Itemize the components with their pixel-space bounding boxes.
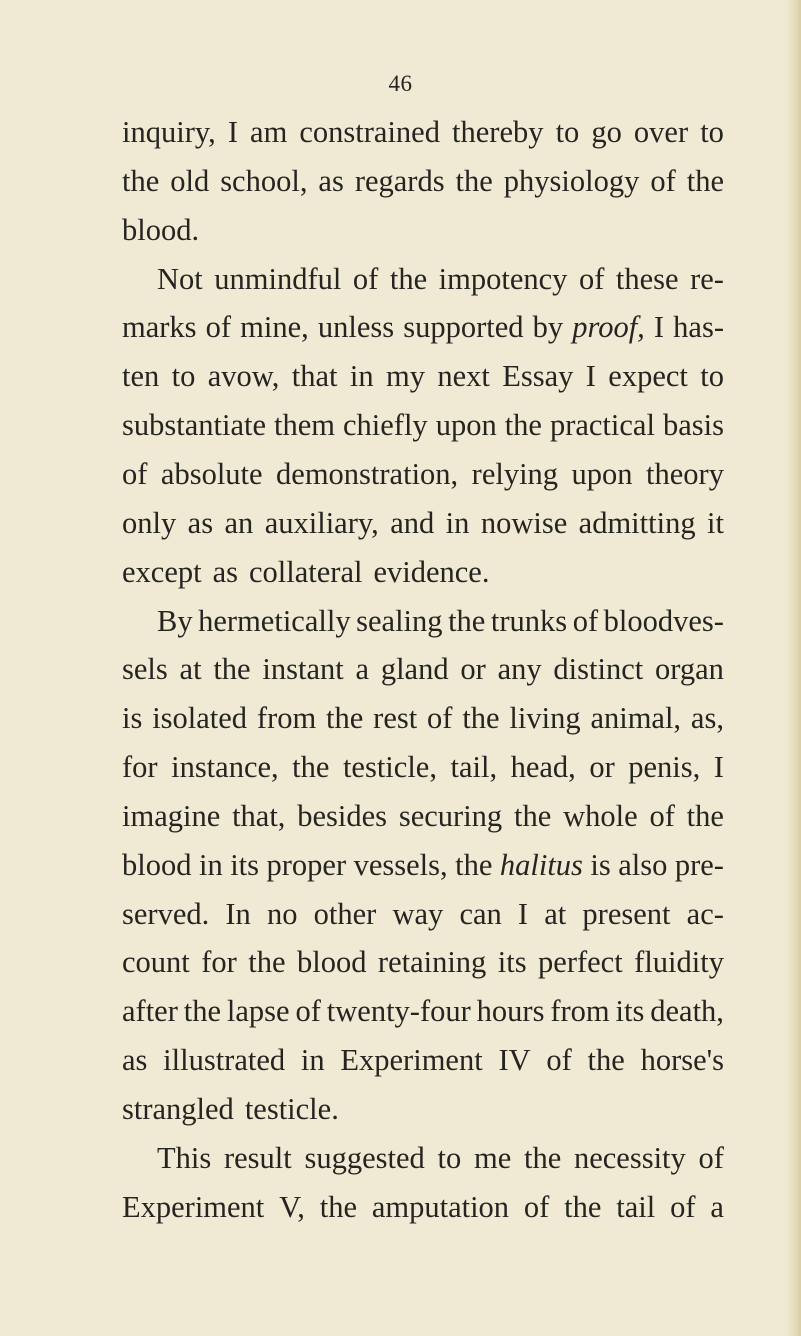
word: sels bbox=[122, 652, 168, 686]
word: relying bbox=[471, 457, 559, 491]
word: inquiry, bbox=[122, 115, 216, 149]
word: halitus bbox=[499, 848, 583, 882]
word: that bbox=[291, 359, 338, 393]
text-line-22 bbox=[157, 1139, 724, 1177]
text-line-7 bbox=[122, 406, 724, 444]
page-edge-shadow bbox=[787, 0, 801, 1336]
word: ac- bbox=[686, 897, 724, 931]
text-line-1 bbox=[122, 113, 724, 151]
word: the bbox=[462, 701, 500, 735]
word: of bbox=[572, 604, 599, 638]
word: whole bbox=[563, 799, 638, 833]
word: any bbox=[497, 652, 542, 686]
word: proof, bbox=[572, 310, 645, 344]
word: the bbox=[587, 1043, 625, 1077]
word: to bbox=[700, 115, 724, 149]
word: tail bbox=[616, 1190, 656, 1224]
word: as bbox=[122, 1043, 148, 1077]
text-line-6 bbox=[122, 357, 724, 395]
word: a bbox=[710, 1190, 724, 1224]
word: distinct bbox=[553, 652, 644, 686]
word: these bbox=[615, 262, 679, 296]
word: to bbox=[437, 1141, 462, 1175]
word: sealing bbox=[356, 604, 443, 638]
word: of bbox=[698, 1141, 724, 1175]
text-line-4 bbox=[157, 260, 724, 298]
word: way bbox=[392, 897, 444, 931]
word: isolated bbox=[152, 701, 248, 735]
text-line-3 bbox=[122, 211, 724, 249]
word: of bbox=[122, 457, 148, 491]
text-line-16 bbox=[122, 846, 724, 884]
word: besides bbox=[297, 799, 388, 833]
word: auxiliary, bbox=[264, 506, 379, 540]
word: its bbox=[615, 994, 645, 1028]
word: blood. bbox=[122, 213, 200, 247]
word: me bbox=[473, 1141, 512, 1175]
word: also bbox=[618, 848, 668, 882]
word: retaining bbox=[377, 945, 487, 979]
word: present bbox=[582, 897, 671, 931]
word: unmindful bbox=[214, 262, 342, 296]
text-line-8 bbox=[122, 455, 724, 493]
word: V, bbox=[279, 1190, 305, 1224]
word: I bbox=[227, 115, 238, 149]
word: hours bbox=[476, 994, 545, 1028]
word: horse's bbox=[640, 1043, 724, 1077]
word: twenty-four bbox=[326, 994, 471, 1028]
word: bloodves- bbox=[603, 604, 724, 638]
word: mine, bbox=[240, 310, 309, 344]
word: only bbox=[122, 506, 177, 540]
word: in bbox=[198, 848, 223, 882]
word: count bbox=[122, 945, 190, 979]
word: chiefly bbox=[343, 408, 428, 442]
word: old bbox=[170, 164, 210, 198]
word: as bbox=[212, 555, 239, 589]
word: to bbox=[171, 359, 196, 393]
word: Experiment bbox=[122, 1190, 265, 1224]
word: avow, bbox=[207, 359, 280, 393]
word: fluidity bbox=[634, 945, 724, 979]
word: am bbox=[250, 115, 288, 149]
word: served. bbox=[122, 897, 210, 931]
word: I bbox=[653, 310, 665, 344]
word: Essay bbox=[502, 359, 574, 393]
word: upon bbox=[435, 408, 497, 442]
word: marks bbox=[122, 310, 197, 344]
text-line-23 bbox=[122, 1188, 724, 1226]
word: impotency bbox=[438, 262, 568, 296]
text-line-17 bbox=[122, 895, 724, 933]
word: its bbox=[497, 945, 527, 979]
word: the bbox=[389, 262, 428, 296]
word: of bbox=[427, 701, 453, 735]
word: animal, bbox=[590, 701, 682, 735]
word: of bbox=[295, 994, 321, 1028]
word: This bbox=[157, 1141, 212, 1175]
word: by bbox=[532, 310, 564, 344]
word: strangled bbox=[122, 1092, 234, 1126]
word: of bbox=[523, 1190, 550, 1224]
word: IV bbox=[498, 1043, 531, 1077]
word: expect bbox=[608, 359, 688, 393]
word: of bbox=[650, 164, 676, 198]
text-line-9 bbox=[122, 504, 724, 542]
word: hermetically bbox=[198, 604, 351, 638]
word: except bbox=[122, 555, 202, 589]
word: constrained bbox=[299, 115, 440, 149]
word: perfect bbox=[538, 945, 623, 979]
word: I bbox=[585, 359, 596, 393]
word: go bbox=[591, 115, 622, 149]
word: ten bbox=[122, 359, 160, 393]
word: other bbox=[313, 897, 377, 931]
word: suggested bbox=[304, 1141, 425, 1175]
word: upon bbox=[571, 457, 633, 491]
text-line-14 bbox=[122, 748, 724, 786]
word: testicle. bbox=[244, 1092, 339, 1126]
word: as, bbox=[690, 701, 724, 735]
word: over bbox=[633, 115, 689, 149]
word: from bbox=[256, 701, 317, 735]
word: securing bbox=[398, 799, 503, 833]
word: has- bbox=[673, 310, 724, 344]
text-line-12 bbox=[122, 650, 724, 688]
word: as bbox=[318, 164, 344, 198]
word: instance, bbox=[171, 750, 279, 784]
text-line-20 bbox=[122, 1041, 724, 1079]
word: the bbox=[514, 799, 552, 833]
word: can bbox=[459, 897, 502, 931]
text-line-18 bbox=[122, 943, 724, 981]
word: collateral bbox=[249, 555, 363, 589]
word: death, bbox=[650, 994, 724, 1028]
word: that, bbox=[232, 799, 286, 833]
word: a bbox=[355, 652, 370, 686]
word: from bbox=[550, 994, 610, 1028]
text-line-19 bbox=[122, 992, 724, 1030]
word: the bbox=[183, 994, 222, 1028]
word: to bbox=[700, 359, 724, 393]
word: living bbox=[509, 701, 581, 735]
text-line-21 bbox=[122, 1090, 724, 1128]
word: the bbox=[292, 750, 330, 784]
word: the bbox=[686, 799, 724, 833]
word: necessity bbox=[573, 1141, 686, 1175]
word: the bbox=[448, 604, 486, 638]
text-line-13 bbox=[122, 699, 724, 737]
word: an bbox=[224, 506, 254, 540]
word: I bbox=[517, 897, 529, 931]
word: the bbox=[326, 701, 364, 735]
word: in bbox=[349, 359, 374, 393]
word: lapse bbox=[226, 994, 290, 1028]
word: as bbox=[187, 506, 214, 540]
word: nowise bbox=[480, 506, 568, 540]
word: the bbox=[319, 1190, 357, 1224]
word: Not bbox=[157, 262, 203, 296]
word: demonstration, bbox=[276, 457, 459, 491]
word: pre- bbox=[674, 848, 724, 882]
text-line-10 bbox=[122, 553, 724, 591]
word: proper bbox=[266, 848, 347, 882]
word: the bbox=[564, 1190, 602, 1224]
text-line-11 bbox=[157, 602, 724, 640]
word: re- bbox=[690, 262, 724, 296]
word: the bbox=[455, 164, 493, 198]
word: of bbox=[670, 1190, 696, 1224]
word: or bbox=[460, 652, 486, 686]
page-number: 46 bbox=[388, 71, 413, 96]
word: blood bbox=[296, 945, 367, 979]
word: school, bbox=[220, 164, 308, 198]
word: the bbox=[523, 1141, 562, 1175]
word: I bbox=[713, 750, 724, 784]
word: for bbox=[201, 945, 237, 979]
word: of bbox=[546, 1043, 572, 1077]
word: or bbox=[589, 750, 615, 784]
word: admitting bbox=[578, 506, 696, 540]
word: no bbox=[266, 897, 298, 931]
word: By bbox=[157, 604, 193, 638]
word: next bbox=[437, 359, 490, 393]
word: illustrated bbox=[163, 1043, 286, 1077]
word: them bbox=[274, 408, 335, 442]
word: tail, bbox=[450, 750, 498, 784]
word: physiology bbox=[503, 164, 640, 198]
text-line-2 bbox=[122, 162, 724, 200]
word: of bbox=[649, 799, 675, 833]
word: vessels, bbox=[353, 848, 448, 882]
word: evidence. bbox=[373, 555, 490, 589]
word: in bbox=[300, 1043, 325, 1077]
word: testicle, bbox=[342, 750, 437, 784]
word: head, bbox=[510, 750, 576, 784]
word: after bbox=[122, 994, 178, 1028]
word: the bbox=[122, 164, 160, 198]
word: of bbox=[205, 310, 232, 344]
word: the bbox=[504, 408, 542, 442]
word: is bbox=[122, 701, 143, 735]
word: Experiment bbox=[340, 1043, 483, 1077]
word: for bbox=[122, 750, 158, 784]
word: practical bbox=[549, 408, 655, 442]
word: is bbox=[590, 848, 611, 882]
word: my bbox=[386, 359, 425, 393]
word: the bbox=[248, 945, 286, 979]
word: In bbox=[225, 897, 251, 931]
word: absolute bbox=[160, 457, 263, 491]
word: it bbox=[707, 506, 724, 540]
word: substantiate bbox=[122, 408, 266, 442]
word: supported bbox=[403, 310, 524, 344]
word: thereby bbox=[452, 115, 544, 149]
word: unless bbox=[317, 310, 395, 344]
word: regards bbox=[354, 164, 445, 198]
word: and bbox=[390, 506, 435, 540]
word: the bbox=[686, 164, 724, 198]
word: amputation bbox=[371, 1190, 510, 1224]
word: its bbox=[230, 848, 260, 882]
word: instant bbox=[262, 652, 344, 686]
word: imagine bbox=[122, 799, 221, 833]
word: organ bbox=[655, 652, 724, 686]
word: trunks bbox=[490, 604, 568, 638]
text-line-15 bbox=[122, 797, 724, 835]
word: of bbox=[578, 262, 605, 296]
word: rest bbox=[373, 701, 418, 735]
word: the bbox=[213, 652, 251, 686]
word: the bbox=[455, 848, 493, 882]
word: to bbox=[555, 115, 580, 149]
word: penis, bbox=[628, 750, 701, 784]
word: gland bbox=[380, 652, 449, 686]
word: in bbox=[445, 506, 470, 540]
text-line-5 bbox=[122, 308, 724, 346]
word: at bbox=[179, 652, 202, 686]
word: at bbox=[544, 897, 567, 931]
word: of bbox=[352, 262, 379, 296]
word: theory bbox=[646, 457, 724, 491]
word: result bbox=[223, 1141, 292, 1175]
word: blood bbox=[122, 848, 192, 882]
word: basis bbox=[662, 408, 724, 442]
